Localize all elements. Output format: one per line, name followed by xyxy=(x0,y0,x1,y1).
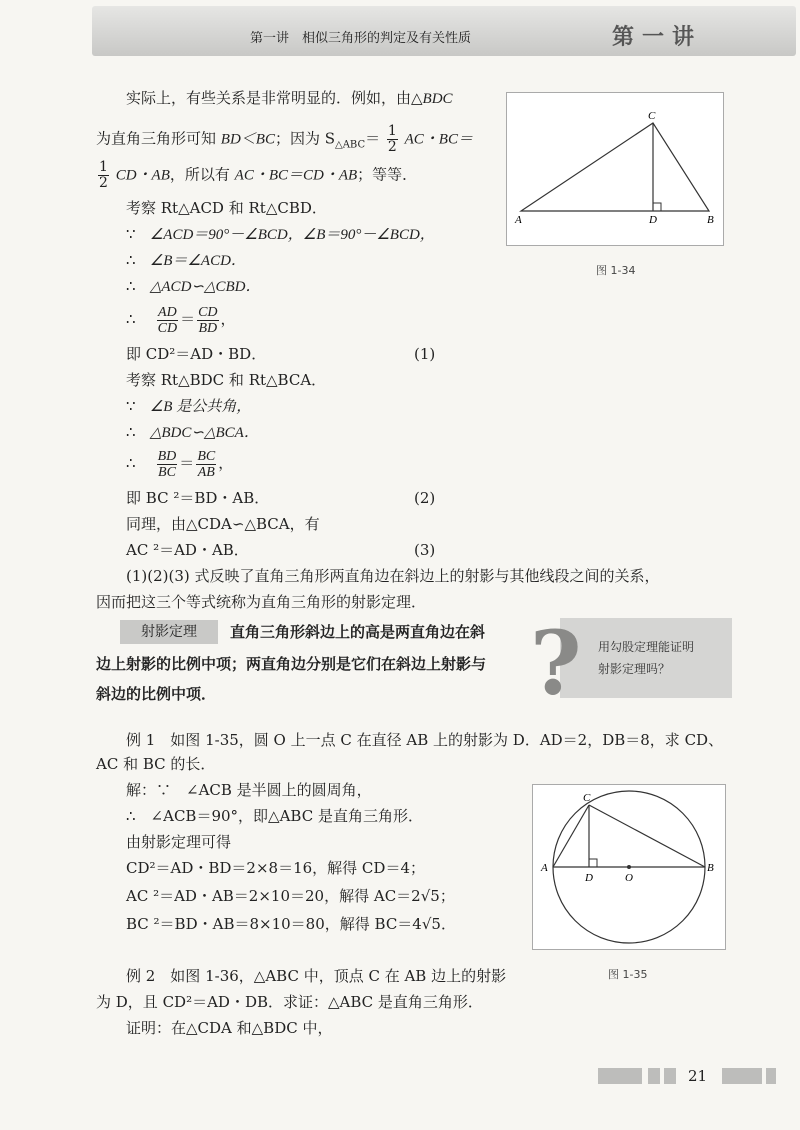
chord-bc xyxy=(589,805,705,867)
chapter-label: 第一讲 xyxy=(612,24,703,50)
example1-line-4: ∴ ∠ACB＝90°，即△ABC 是直角三角形． xyxy=(126,807,423,825)
proof1-line-1: 考察 Rt△ACD 和 Rt△CBD． xyxy=(126,199,327,217)
center-dot xyxy=(627,865,631,869)
example1-line-1: 例 1 如图 1-35，圆 O 上一点 C 在直径 AB 上的射影为 D．AD＝2，DB＝8，求 CD、 xyxy=(126,731,724,749)
triangle-abc xyxy=(521,123,709,211)
figure-1-34-diagram xyxy=(507,93,723,245)
footer-block xyxy=(766,1068,776,1084)
example1-line-7: AC ²＝AD・AB＝2×10＝20，解得 AC＝2√5； xyxy=(126,887,455,905)
proof2-line-3: ∴ △BDC∽△BCA． xyxy=(126,423,259,441)
fraction-half: $\frac{1}{2}$ xyxy=(387,123,397,155)
proof1-line-2: ∵ ∠ACD＝90°－∠BCD，∠B＝90°－∠BCD， xyxy=(126,225,435,243)
point-label-a: A xyxy=(541,862,548,874)
right-angle-mark xyxy=(589,859,597,867)
footer-block xyxy=(664,1068,676,1084)
proof2-line-7: AC ²＝AD・AB． xyxy=(126,541,249,559)
example1-line-5: 由射影定理可得 xyxy=(126,833,232,851)
fraction-cd-bd: $\frac{CD}{BD}$ xyxy=(198,304,218,336)
point-label-o: O xyxy=(625,872,633,884)
chord-ac xyxy=(553,805,589,867)
fraction-bc-ab: $\frac{BC}{AB}$ xyxy=(197,448,216,480)
equation-tag-1: (1) xyxy=(414,345,436,363)
summary-line-1: (1)(2)(3) 式反映了直角三角形两直角边在斜边上的射影与其他线段之间的关系， xyxy=(126,567,660,585)
point-label-c: C xyxy=(648,110,656,122)
summary-line-2: 因而把这三个等式统称为直角三角形的射影定理． xyxy=(96,593,427,611)
equation-tag-2: (2) xyxy=(414,489,436,507)
fraction-ad-cd: $\frac{AD}{CD}$ xyxy=(157,304,178,336)
example1-line-2: AC 和 BC 的长． xyxy=(96,755,216,773)
fraction-half: $\frac{1}{2}$ xyxy=(99,159,108,191)
theorem-label: 射影定理 xyxy=(120,620,218,644)
proof2-line-5: 即 BC ²＝BD・AB． xyxy=(126,489,270,507)
figure-1-34 xyxy=(506,92,724,246)
proof2-line-1: 考察 Rt△BDC 和 Rt△BCA． xyxy=(126,371,327,389)
example1-line-6: CD²＝AD・BD＝2×8＝16，解得 CD＝4； xyxy=(126,859,425,877)
footer-block xyxy=(648,1068,660,1084)
footer-block xyxy=(722,1068,762,1084)
footer-block xyxy=(598,1068,642,1084)
equation-tag-3: (3) xyxy=(414,541,436,559)
point-label-d: D xyxy=(649,214,657,226)
example2-line-2: 为 D，且 CD²＝AD・DB．求证：△ABC 是直角三角形． xyxy=(96,993,483,1011)
proof1-line-4: ∴ △ACD∽△CBD． xyxy=(126,277,261,295)
question-line-2: 射影定理吗？ xyxy=(598,662,671,676)
figure-1-35 xyxy=(532,784,726,950)
header-title: 第一讲 相似三角形的判定及有关性质 xyxy=(250,31,472,46)
question-line-1: 用勾股定理能证明 xyxy=(598,640,695,654)
point-label-b: B xyxy=(707,862,714,874)
paragraph-1-line-1: 实际上，有些关系是非常明显的．例如，由△BDC xyxy=(126,89,453,107)
point-label-c: C xyxy=(583,792,591,804)
proof2-line-6: 同理，由△CDA∽△BCA，有 xyxy=(126,515,320,533)
question-text xyxy=(598,636,694,680)
point-label-d: D xyxy=(585,872,593,884)
theorem-line-2: 边上射影的比例中项；两直角边分别是它们在斜边上射影与 xyxy=(96,655,487,673)
figure-1-35-diagram xyxy=(533,785,725,949)
page-number: 21 xyxy=(688,1067,708,1085)
example1-line-3: 解：∵ ∠ACB 是半圆上的圆周角， xyxy=(126,781,372,799)
example2-line-3: 证明：在△CDA 和△BDC 中， xyxy=(126,1019,333,1037)
figure-1-35-caption: 图 1-35 xyxy=(608,968,648,981)
proof1-line-5: ∴ $\frac{AD}{CD}$ ＝ $\frac{CD}{BD}$ ， xyxy=(126,304,236,336)
theorem-line-1: 直角三角形斜边上的高是两直角边在斜 xyxy=(230,623,486,641)
right-angle-mark xyxy=(653,203,661,211)
point-label-a: A xyxy=(515,214,522,226)
proof2-line-4: ∴ $\frac{BD}{BC}$ ＝ $\frac{BC}{AB}$ ， xyxy=(126,448,234,480)
proof2-line-2: ∵ ∠B 是公共角， xyxy=(126,397,252,415)
example2-line-1: 例 2 如图 1-36，△ABC 中，顶点 C 在 AB 边上的射影 xyxy=(126,967,507,985)
example1-line-8: BC ²＝BD・AB＝8×10＝80，解得 BC＝4√5． xyxy=(126,915,456,933)
proof1-line-3: ∴ ∠B＝∠ACD． xyxy=(126,251,246,269)
question-mark-icon: ? xyxy=(530,611,582,715)
proof1-line-6: 即 CD²＝AD・BD． xyxy=(126,345,267,363)
paragraph-1-line-2: 为直角三角形可知 BD＜BC；因为 $S_{\triangle ABC}=$ $\frac{1}{2}$ AC・BC＝ xyxy=(96,123,473,155)
theorem-line-3: 斜边的比例中项． xyxy=(96,685,217,703)
fraction-bd-bc: $\frac{BD}{BC}$ xyxy=(157,448,177,480)
figure-1-34-caption: 图 1-34 xyxy=(596,264,636,277)
paragraph-1-line-3: $\frac{1}{2}$ CD・AB，所以有 AC・BC＝CD・AB；等等． xyxy=(99,159,418,191)
point-label-b: B xyxy=(707,214,714,226)
